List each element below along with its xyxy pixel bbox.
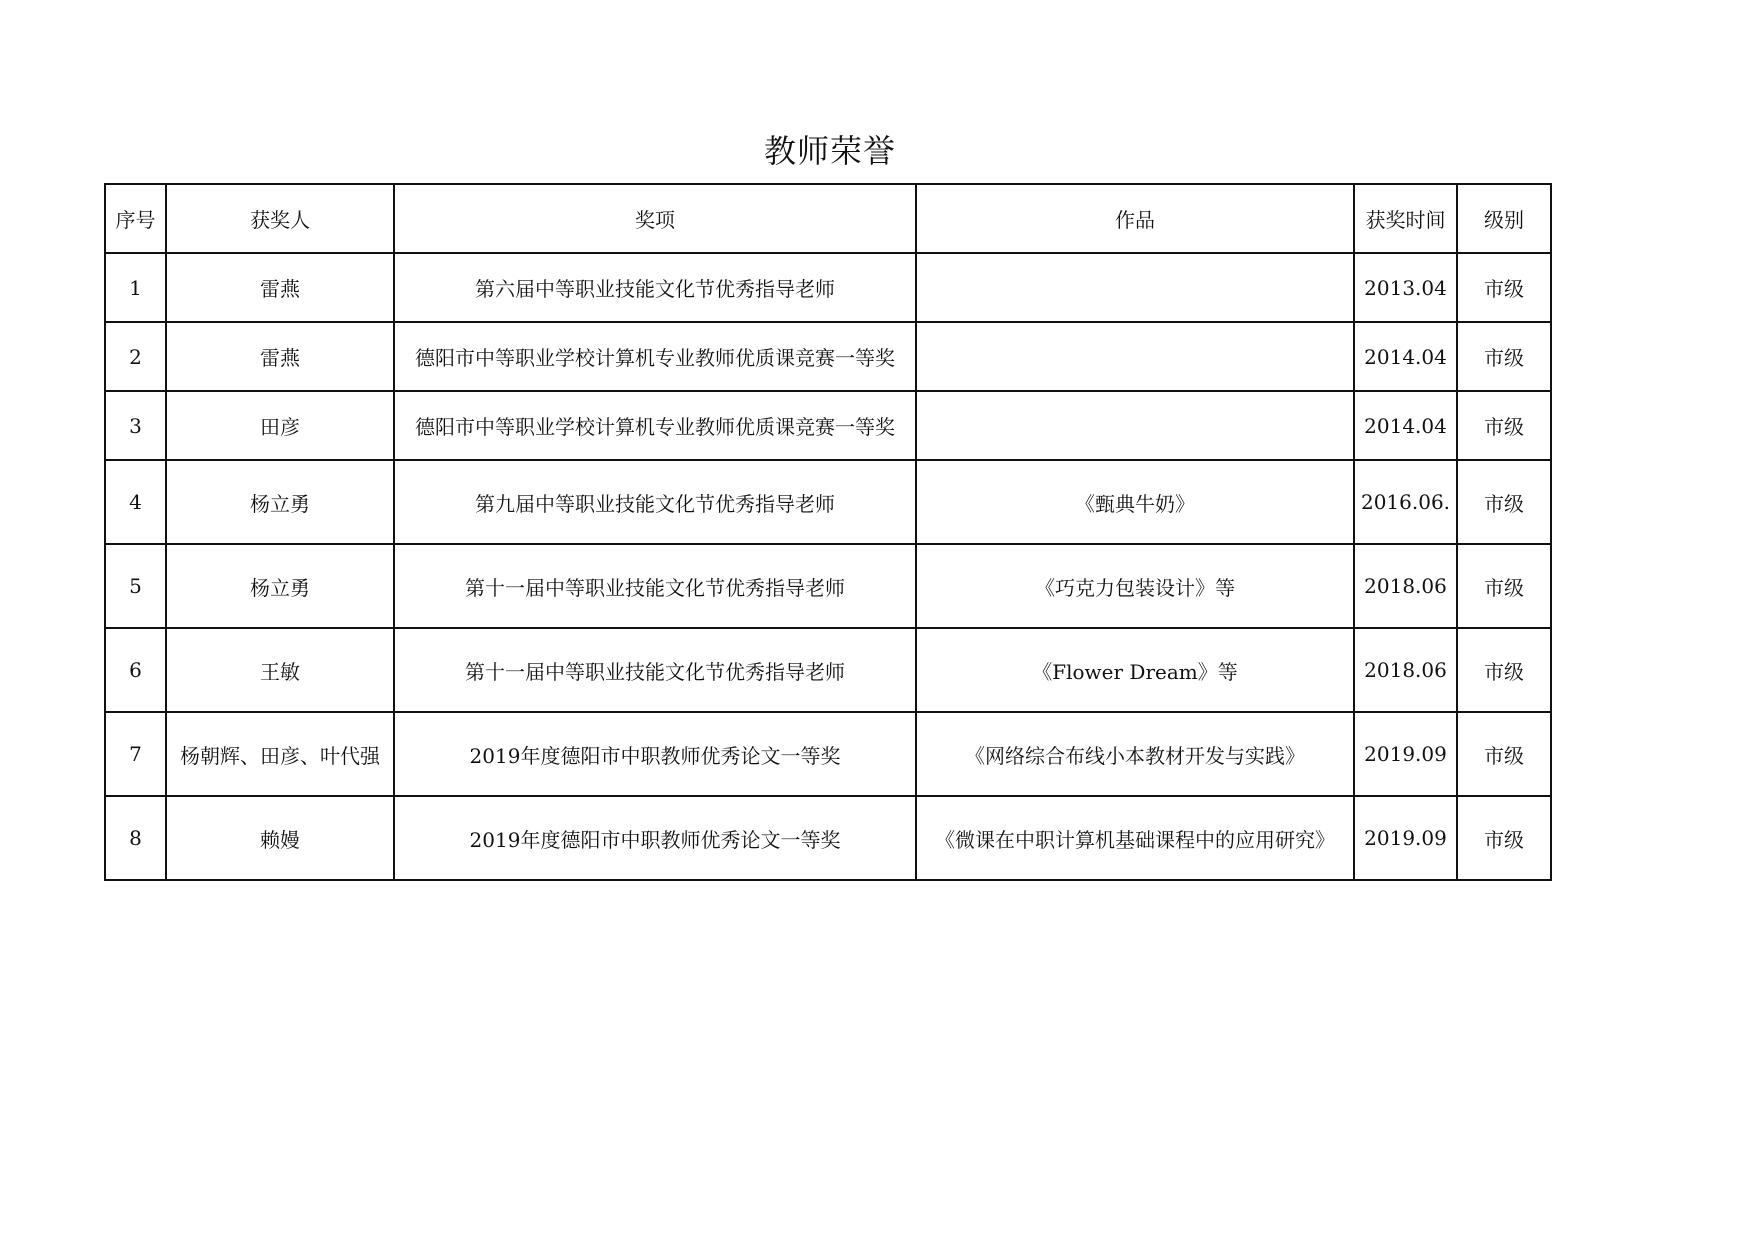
cell-date: 2018.06 (1354, 628, 1457, 712)
cell-award: 2019年度德阳市中职教师优秀论文一等奖 (394, 796, 916, 880)
cell-date: 2018.06 (1354, 544, 1457, 628)
table-row (105, 391, 1551, 460)
cell-work: 《网络综合布线小本教材开发与实践》 (916, 712, 1354, 796)
cell-awardee: 赖嫚 (166, 796, 394, 880)
cell-level: 市级 (1457, 628, 1551, 712)
cell-date: 2014.04 (1354, 322, 1457, 391)
honors-table (104, 183, 1552, 881)
table-row (105, 253, 1551, 322)
cell-award: 德阳市中等职业学校计算机专业教师优质课竞赛一等奖 (394, 322, 916, 391)
cell-awardee: 雷燕 (166, 253, 394, 322)
cell-work: 《Flower Dream》等 (916, 628, 1354, 712)
cell-awardee: 杨立勇 (166, 460, 394, 544)
cell-date: 2016.06. (1354, 460, 1457, 544)
cell-work (916, 253, 1354, 322)
cell-no: 5 (105, 544, 166, 628)
cell-no: 2 (105, 322, 166, 391)
cell-date: 2019.09 (1354, 712, 1457, 796)
header-no: 序号 (105, 184, 166, 253)
cell-level: 市级 (1457, 391, 1551, 460)
cell-work: 《微课在中职计算机基础课程中的应用研究》 (916, 796, 1354, 880)
header-work: 作品 (916, 184, 1354, 253)
table-row (105, 796, 1551, 880)
cell-level: 市级 (1457, 796, 1551, 880)
cell-award: 第十一届中等职业技能文化节优秀指导老师 (394, 628, 916, 712)
cell-no: 7 (105, 712, 166, 796)
table-row (105, 712, 1551, 796)
page-title: 教师荣誉 (763, 132, 896, 170)
cell-no: 1 (105, 253, 166, 322)
cell-work: 《甄典牛奶》 (916, 460, 1354, 544)
cell-award: 2019年度德阳市中职教师优秀论文一等奖 (394, 712, 916, 796)
table-row (105, 628, 1551, 712)
cell-work: 《巧克力包装设计》等 (916, 544, 1354, 628)
cell-date: 2014.04 (1354, 391, 1457, 460)
cell-award: 第九届中等职业技能文化节优秀指导老师 (394, 460, 916, 544)
cell-no: 6 (105, 628, 166, 712)
header-award: 奖项 (394, 184, 916, 253)
cell-date: 2019.09 (1354, 796, 1457, 880)
cell-level: 市级 (1457, 322, 1551, 391)
cell-level: 市级 (1457, 712, 1551, 796)
cell-awardee: 王敏 (166, 628, 394, 712)
cell-awardee: 杨立勇 (166, 544, 394, 628)
cell-award: 第十一届中等职业技能文化节优秀指导老师 (394, 544, 916, 628)
cell-no: 8 (105, 796, 166, 880)
cell-awardee: 杨朝辉、田彦、叶代强 (166, 712, 394, 796)
cell-level: 市级 (1457, 460, 1551, 544)
cell-date: 2013.04 (1354, 253, 1457, 322)
header-level: 级别 (1457, 184, 1551, 253)
cell-award: 德阳市中等职业学校计算机专业教师优质课竞赛一等奖 (394, 391, 916, 460)
table-row (105, 322, 1551, 391)
table-row (105, 544, 1551, 628)
cell-no: 4 (105, 460, 166, 544)
cell-awardee: 田彦 (166, 391, 394, 460)
table-header-row (105, 184, 1551, 253)
cell-award: 第六届中等职业技能文化节优秀指导老师 (394, 253, 916, 322)
cell-level: 市级 (1457, 253, 1551, 322)
cell-work (916, 322, 1354, 391)
table-row (105, 460, 1551, 544)
cell-level: 市级 (1457, 544, 1551, 628)
header-awardee: 获奖人 (166, 184, 394, 253)
cell-work (916, 391, 1354, 460)
header-date: 获奖时间 (1354, 184, 1457, 253)
cell-no: 3 (105, 391, 166, 460)
cell-awardee: 雷燕 (166, 322, 394, 391)
